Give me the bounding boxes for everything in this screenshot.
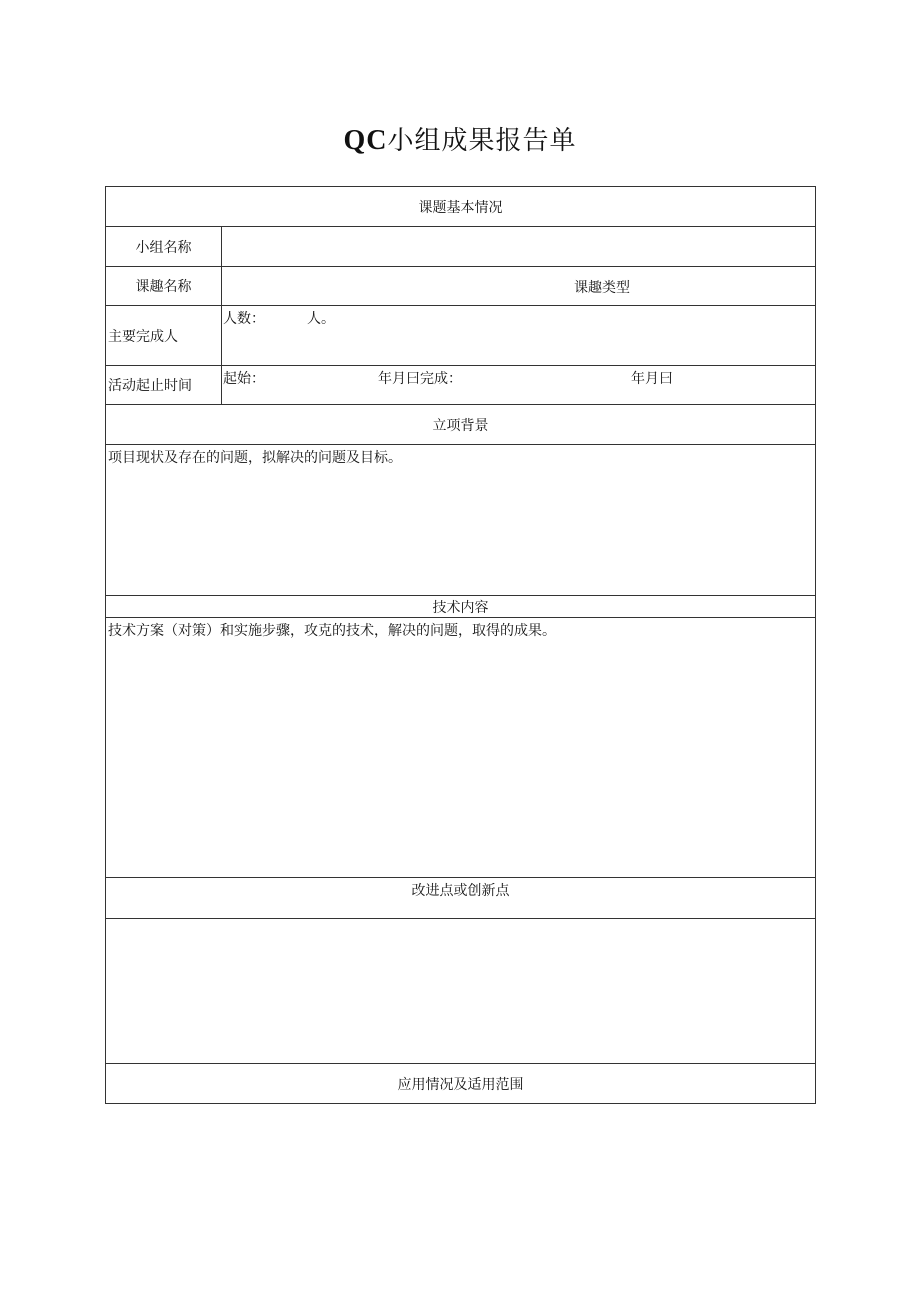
section-technical-row (106, 596, 816, 618)
title-prefix: QC (343, 125, 388, 156)
section-basic-header: 课题基本情况 (106, 187, 816, 227)
start-label: 起始： (223, 371, 265, 387)
section-innovation-row (106, 878, 816, 919)
people-count-label: 人数： (223, 311, 265, 327)
technical-prompt: 技术方案（对策）和实施步骤，攻克的技术，解决的问题，取得的成果。 (108, 623, 556, 639)
topic-name-row (106, 267, 816, 306)
topic-name-label: 课趣名称 (106, 267, 222, 306)
main-people-label: 主要完成人 (106, 306, 222, 366)
start-date-complete-label: 年月曰完成： (378, 371, 462, 387)
background-content-area[interactable] (106, 445, 816, 596)
section-background-row (106, 405, 816, 445)
end-date-label: 年月曰 (631, 371, 673, 387)
technical-content-area[interactable] (106, 618, 816, 878)
background-content-row (106, 445, 816, 596)
section-background-header: 立项背景 (106, 405, 816, 445)
period-label: 活动起止时间 (106, 366, 222, 405)
section-application-header: 应用情况及适用范围 (106, 1064, 816, 1104)
period-row (106, 366, 816, 405)
technical-content-row (106, 618, 816, 878)
section-technical-header: 技术内容 (106, 596, 816, 618)
main-people-row (106, 306, 816, 366)
main-people-field[interactable] (222, 306, 816, 366)
period-field[interactable] (222, 366, 816, 405)
innovation-content-row (106, 919, 816, 1064)
group-name-field[interactable] (222, 227, 816, 267)
group-name-row (106, 227, 816, 267)
group-name-label: 小组名称 (106, 227, 222, 267)
people-unit: 人。 (307, 311, 335, 327)
innovation-content-area[interactable] (106, 919, 816, 1064)
section-innovation-header: 改进点或创新点 (106, 878, 816, 919)
background-prompt: 项目现状及存在的问题，拟解决的问题及目标。 (108, 450, 402, 466)
topic-type-label: 课趣类型 (574, 280, 630, 296)
topic-name-field[interactable] (222, 267, 816, 306)
section-basic-row (106, 187, 816, 227)
report-form-table (105, 186, 816, 1104)
section-application-row (106, 1064, 816, 1104)
title-text: 小组成果报告单 (387, 126, 577, 156)
page-title (0, 120, 920, 157)
